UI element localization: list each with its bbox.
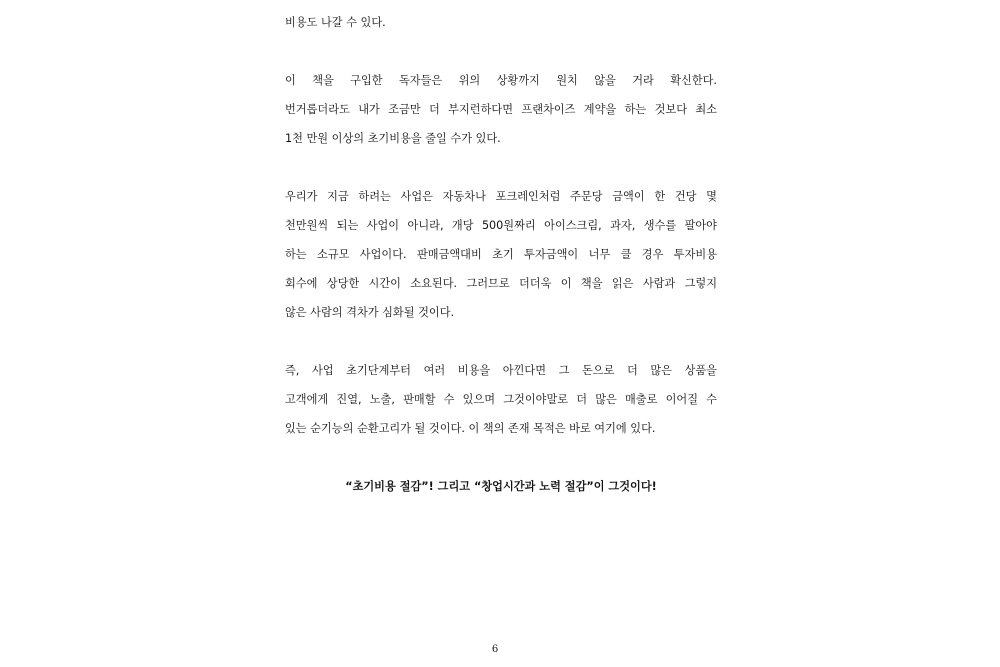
text-line: 이 책을 구입한 독자들은 위의 상황까지 원치 않을 거라 확신한다. — [285, 74, 717, 87]
text-line: 않은 사람의 격차가 심화될 것이다. — [285, 306, 455, 319]
page-number: 6 — [491, 644, 499, 655]
text-line: 회수에 상당한 시간이 소요된다. 그러므로 더더욱 이 책을 읽은 사람과 그렇지 — [285, 277, 717, 290]
text-line: 있는 순기능의 순환고리가 될 것이다. 이 책의 존재 목적은 바로 여기에 있다. — [285, 422, 656, 435]
text-line: 즉, 사업 초기단계부터 여러 비용을 아낀다면 그 돈으로 더 많은 상품을 — [285, 364, 717, 377]
body-text — [285, 8, 717, 472]
text-line: 비용도 나갈 수 있다. — [285, 16, 386, 29]
paragraph-3 — [285, 182, 717, 327]
text-line: 우리가 지금 하려는 사업은 자동차나 포크레인처럼 주문당 금액이 한 건당 몇 — [285, 190, 717, 203]
slogan: “초기비용 절감”! 그리고 “창업시간과 노력 절감”이 그것이다! — [345, 480, 657, 493]
paragraph-4 — [285, 356, 717, 443]
paragraph-2 — [285, 66, 717, 153]
text-line: 1천 만원 이상의 초기비용을 줄일 수가 있다. — [285, 132, 501, 145]
text-line: 고객에게 진열, 노출, 판매할 수 있으며 그것이야말로 더 많은 매출로 이어질 수 — [285, 393, 717, 406]
text-line: 번거롭더라도 내가 조금만 더 부지런하다면 프랜차이즈 계약을 하는 것보다 최소 — [285, 103, 717, 116]
text-line: 하는 소규모 사업이다. 판매금액대비 초기 투자금액이 너무 클 경우 투자비용 — [285, 248, 717, 261]
text-line: 천만원씩 되는 사업이 아니라, 개당 500원짜리 아이스크림, 과자, 생수를 팔아야 — [285, 219, 717, 232]
paragraph-1 — [285, 8, 717, 37]
